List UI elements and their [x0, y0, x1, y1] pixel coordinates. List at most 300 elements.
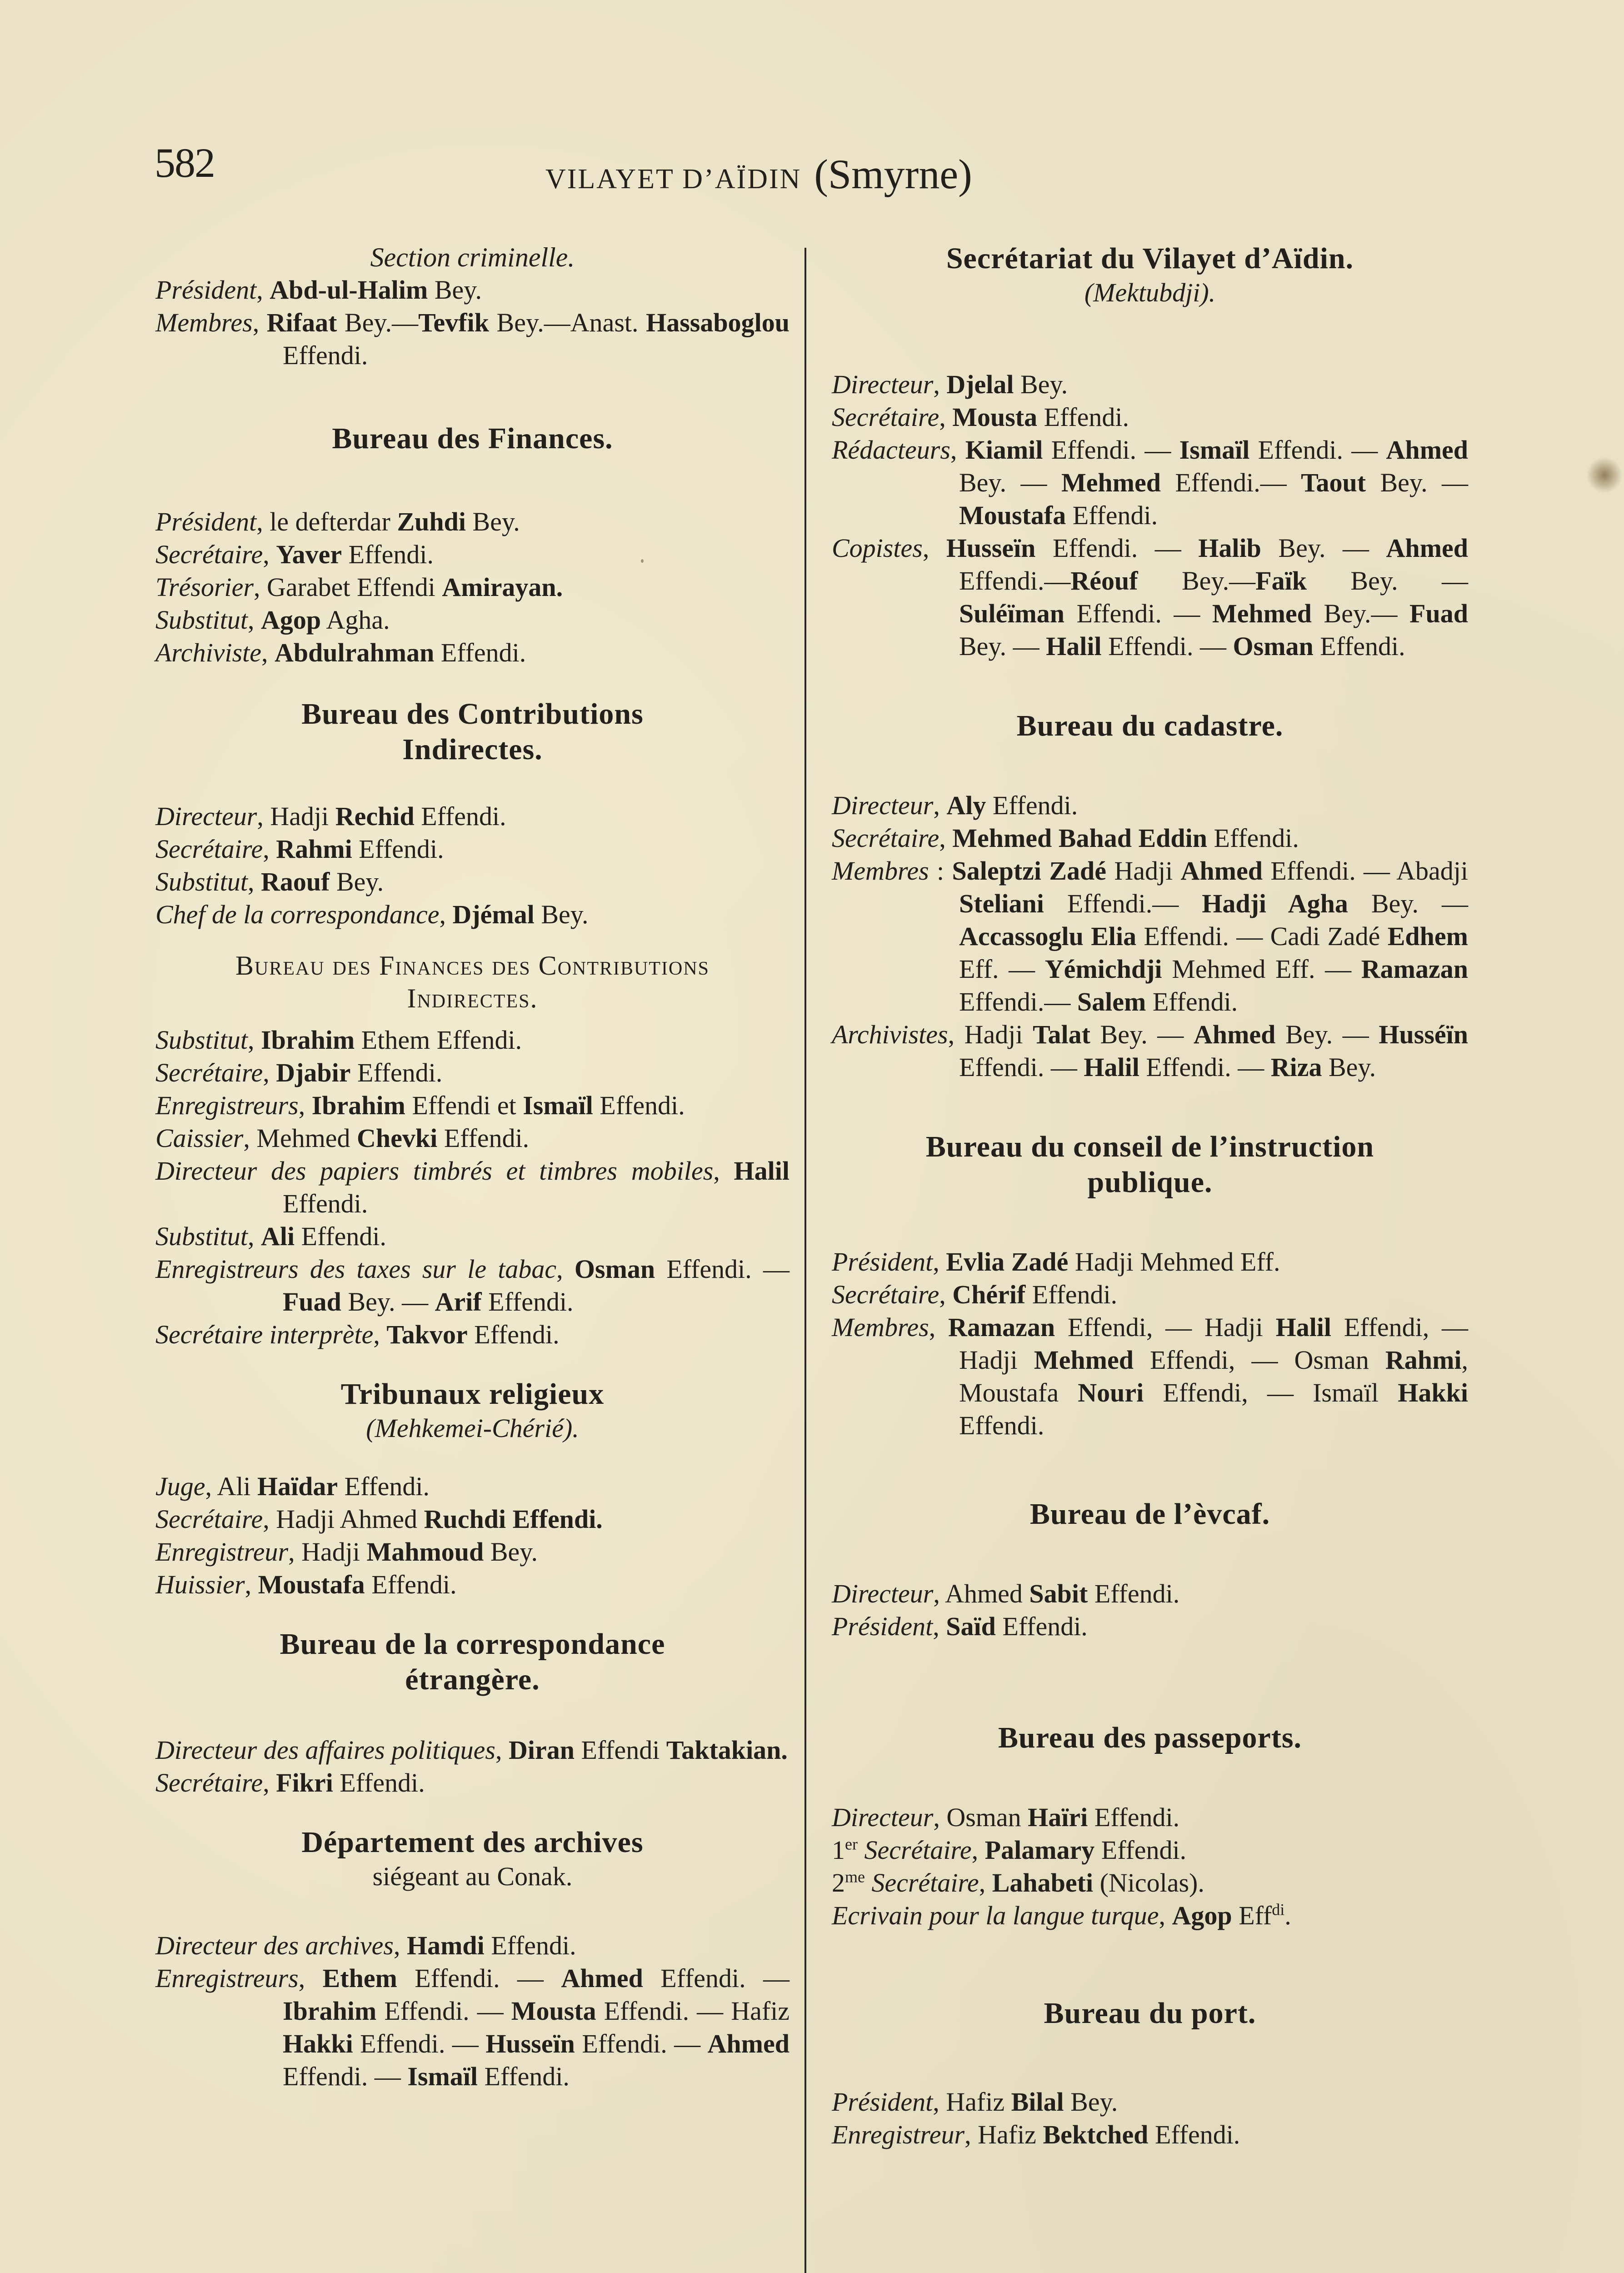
entry-text: Ahmed — [945, 1579, 1029, 1608]
entries — [155, 1024, 796, 1351]
entry-text: Effendi et — [405, 1091, 523, 1120]
entry-name-bold: Chérif — [952, 1280, 1026, 1309]
entry-role: Directeur des papiers timbrés et timbres mobiles — [155, 1156, 714, 1186]
directory-entry — [155, 1470, 790, 1503]
entry-separator: , — [1159, 1901, 1172, 1930]
entry-text: Effendi. — [350, 1058, 443, 1087]
section-title-line: étrangère. — [405, 1663, 540, 1696]
entry-text: Effendi. — [414, 801, 506, 831]
entry-text: Effendi. — [467, 1320, 560, 1349]
entry-role: Secrétaire interprète — [155, 1320, 374, 1349]
section-title-correspondance — [155, 1627, 790, 1697]
entry-name-bold: Mehmed — [1061, 468, 1161, 497]
entry-separator: , — [933, 370, 947, 399]
entry-name-bold: Hamdi — [406, 1931, 485, 1960]
directory-entry — [155, 1089, 790, 1122]
entry-separator: , — [248, 1025, 261, 1055]
entry-separator: , — [964, 2120, 978, 2149]
entry-separator: , — [248, 605, 261, 635]
running-head-title: VILAYET D’AÏDIN — [545, 164, 802, 195]
entry-text: Effendi. — [338, 1472, 430, 1501]
page-number: 582 — [155, 140, 215, 186]
entry-text: Effendi.— — [1044, 889, 1202, 918]
entry-name-bold: Agop — [261, 605, 321, 635]
entry-name-bold: Arif — [435, 1287, 482, 1317]
entry-name-bold: Ismaïl — [1179, 435, 1250, 465]
entry-text: Bey. — [484, 1537, 538, 1567]
section-title-port: Bureau du port. — [1044, 1997, 1256, 2030]
directory-entry — [155, 1929, 790, 1962]
entry-name-bold: Sabit — [1029, 1579, 1088, 1608]
entry-text: Effendi. — [1088, 1579, 1180, 1608]
directory-entry — [155, 1536, 790, 1568]
entries — [832, 789, 1475, 1084]
entry-text: Bey. — — [1306, 566, 1475, 596]
entry-text: Hadji — [964, 1020, 1033, 1049]
entry-separator: , — [933, 1612, 946, 1641]
entry-separator: , — [713, 1156, 734, 1186]
entry-text: Effendi. — [995, 1612, 1088, 1641]
entry-text: Effendi. — [283, 308, 796, 370]
entry-name-bold: Ahmed — [707, 2029, 790, 2058]
entries — [155, 800, 790, 931]
entry-text: Effendi. — [1313, 631, 1405, 661]
entry-text: , Moustafa — [959, 1345, 1475, 1407]
entry-text: Effendi. — — [575, 2029, 708, 2058]
running-head — [545, 150, 972, 198]
entry-name-bold: Nouri — [1078, 1378, 1144, 1407]
entry-separator: , — [298, 1091, 312, 1120]
entry-role: Directeur des archives — [155, 1931, 394, 1960]
directory-entry — [832, 1899, 1468, 1932]
entry-text: Effendi. — Cadi Zadé — [1136, 921, 1388, 951]
entry-text: Hadji Ahmed — [276, 1504, 424, 1534]
entry-text: Effendi. — [295, 1222, 387, 1251]
entry-text: Effendi. — [484, 1931, 576, 1960]
entry-name-bold: Ramazan — [1361, 954, 1468, 984]
entry-role: Membres — [832, 856, 929, 886]
entry-ordinal: 2 — [832, 1868, 845, 1898]
directory-entry — [155, 1253, 796, 1318]
directory-entry — [155, 1024, 790, 1056]
directory-entry — [155, 1318, 790, 1351]
entry-role: Secrétaire — [832, 1280, 939, 1309]
entry-separator: , — [263, 1058, 276, 1087]
entry-role: Substitut — [155, 867, 248, 896]
directory-entry — [832, 1018, 1475, 1084]
entry-text: Effendi. — [1066, 501, 1158, 530]
entry-text: Effendi. — [959, 1378, 1475, 1440]
entry-name-bold: Lahabeti — [992, 1868, 1094, 1898]
entry-separator: , — [929, 1312, 948, 1342]
entry-name-bold: Diran — [509, 1735, 575, 1765]
directory-entry — [155, 636, 790, 669]
entry-separator: , — [439, 900, 453, 929]
entry-name-bold: Ibrahim — [261, 1025, 355, 1055]
directory-entry — [155, 1056, 790, 1089]
entry-name-bold: Amirayan. — [442, 572, 563, 602]
directory-entry — [832, 789, 1468, 822]
section-title-line: Bureau du conseil de l’instruction — [925, 1130, 1374, 1163]
entry-separator: , — [939, 402, 953, 432]
entry-role: Enregistreurs — [155, 1963, 299, 1993]
entry-text: Effendi. — [333, 1768, 425, 1797]
entry-separator: , — [393, 1931, 407, 1960]
directory-entry — [832, 2118, 1468, 2151]
entry-role: Enregistreurs des taxes sur le tabac — [155, 1254, 557, 1284]
directory-entry — [832, 2086, 1468, 2118]
entry-separator: , — [933, 1579, 945, 1608]
entry-separator: , — [933, 1802, 947, 1832]
directory-entry — [155, 1568, 790, 1601]
entry-text: Effendi. — — [376, 1996, 511, 2026]
entry-role: Secrétaire — [155, 1504, 263, 1534]
entry-role: Directeur — [832, 1579, 934, 1608]
entry-role: Chef de la correspondance — [155, 900, 440, 929]
entries — [832, 1577, 1468, 1643]
entry-text: Bey. — — [1275, 1020, 1379, 1049]
column-divider — [805, 248, 806, 2273]
directory-entry — [832, 1610, 1468, 1643]
entry-text: Effendi.— — [959, 533, 1475, 596]
entry-text: Bey. — — [341, 1287, 435, 1317]
section-title-contributions — [155, 696, 790, 767]
entry-name-bold: Hassaboglou — [646, 308, 790, 337]
entry-separator: , — [939, 1280, 953, 1309]
entry-name-bold: Djémal — [452, 900, 535, 929]
entry-name-bold: Rechid — [335, 801, 415, 831]
entries — [155, 1734, 790, 1799]
entry-role: Juge — [155, 1472, 205, 1501]
entry-text: Effendi. — [437, 1123, 530, 1153]
entry-role: Ecrivain pour la langue turque — [832, 1901, 1159, 1930]
section-title-line: Bureau des Contributions — [301, 697, 644, 731]
entry-text: Effendi. — [478, 2062, 570, 2091]
entry-text: Hafiz — [978, 2120, 1043, 2149]
entry-name-bold: Mehmed Bahad Eddin — [952, 823, 1208, 853]
entry-separator: , — [263, 834, 276, 864]
entry-name-bold: Taktakian. — [666, 1735, 788, 1765]
entry-text: Effendi. — — [959, 1020, 1475, 1082]
entry-separator: , — [263, 540, 276, 569]
section-subtitle-tribunaux: (Mehkemei-Chérié). — [366, 1413, 579, 1443]
section-subtitle-secretariat: (Mektubdji). — [1084, 278, 1216, 307]
entry-text: Effendi. — [593, 1091, 685, 1120]
entry-text: Osman — [946, 1802, 1028, 1832]
entry-separator: , — [373, 1320, 387, 1349]
entry-name-bold: Husséïn — [1379, 1020, 1469, 1049]
entry-text: Bey. — [428, 275, 482, 305]
entry-separator: , — [939, 823, 953, 853]
entry-role: Secrétaire — [864, 1835, 972, 1865]
entry-text: Effendi. — — [283, 2029, 796, 2091]
entry-name-bold: Suléïman — [959, 599, 1065, 628]
entry-name-bold: Ahmed — [1386, 435, 1469, 465]
entry-name-bold: Chevki — [357, 1123, 438, 1153]
entry-ordinal-suffix: me — [845, 1867, 865, 1886]
entry-text: Effendi. — [1088, 1802, 1180, 1832]
entry-separator: , — [933, 791, 947, 820]
entry-text: Effendi. — [342, 540, 434, 569]
entry-separator: , — [243, 1123, 257, 1153]
entry-separator: , — [257, 801, 270, 831]
entry-role: Substitut — [155, 1025, 248, 1055]
directory-entry — [155, 833, 790, 866]
entry-name-bold: Saïd — [946, 1612, 996, 1641]
entry-text: Effendi. — — [353, 2029, 486, 2058]
entry-separator: , — [933, 1247, 946, 1277]
entry-name-bold: Réouf — [1070, 566, 1138, 596]
entry-separator: , — [263, 1768, 276, 1797]
entry-role: Président — [832, 1612, 933, 1641]
entry-text: Effendi. — Abadji — [1263, 856, 1475, 886]
entry-text: Bey. — — [959, 435, 1475, 497]
directory-entry — [155, 1962, 796, 2093]
directory-entry — [832, 1801, 1468, 1834]
entry-role: Secrétaire — [155, 1768, 263, 1797]
entry-text: Bey. — — [1090, 1020, 1194, 1049]
entry-name-bold: Ruchdi Effendi. — [424, 1504, 603, 1534]
entries — [155, 506, 790, 669]
directory-entry — [832, 368, 1468, 401]
directory-entry — [832, 1246, 1468, 1278]
section-title-secretariat: Secrétariat du Vilayet d’Aïdin. — [946, 242, 1354, 275]
directory-entry — [832, 401, 1468, 434]
entry-text: Effendi. — [1148, 2120, 1240, 2149]
directory-entry — [155, 1122, 790, 1155]
left-column — [155, 241, 796, 2093]
entry-name-bold: Ramazan — [948, 1312, 1055, 1342]
entry-name-bold: Moustafa — [959, 501, 1066, 530]
directory-entry — [832, 1311, 1475, 1442]
entry-text: Effendi. — — [1139, 1052, 1271, 1082]
entry-text: Effendi. — Hafiz — [596, 1996, 796, 2026]
directory-entry — [832, 1577, 1468, 1610]
entry-text: Effendi.— — [959, 954, 1475, 1016]
entry-role: Secrétaire — [155, 834, 263, 864]
directory-entry — [155, 866, 790, 898]
entry-role: Enregistreur — [832, 2120, 965, 2149]
entry-name-bold: Takvor — [386, 1320, 468, 1349]
entry-text: Bey. — [330, 867, 384, 896]
entry-text: Effendi. — [1025, 1280, 1118, 1309]
entry-name-bold: Husseïn — [946, 533, 1036, 563]
directory-entry — [832, 1867, 1468, 1899]
entry-separator: , — [248, 1222, 261, 1251]
entry-name-bold: Agop — [1172, 1901, 1232, 1930]
entry-text: Effendi. — [1037, 402, 1129, 432]
entry-name-bold: Raouf — [261, 867, 330, 896]
directory-entry — [832, 1278, 1468, 1311]
entry-text: Bey.—Anast. — [489, 308, 646, 337]
entry-text: Bey.— — [1138, 566, 1256, 596]
entry-separator: , — [922, 533, 946, 563]
entry-text: Effendi, — Osman — [1133, 1345, 1385, 1375]
entry-text: Effendi, — Hadji — [959, 1312, 1475, 1375]
entry-text: Effendi. — [1146, 987, 1238, 1016]
entry-text: Effendi, — Ismaïl — [1144, 1378, 1398, 1407]
entry-name-bold: Ismaïl — [523, 1091, 593, 1120]
entry-name-bold: Fikri — [276, 1768, 333, 1797]
directory-entry — [155, 306, 796, 372]
entry-text: Bey. — [1014, 370, 1068, 399]
entry-name-bold: Saleptzi Zadé — [952, 856, 1107, 886]
entry-abbrev-sup: di — [1272, 1900, 1285, 1919]
entry-name-bold: Ahmed — [1386, 533, 1469, 563]
entry-separator: , — [248, 867, 261, 896]
entry-ordinal: 1 — [832, 1835, 845, 1865]
entry-role: Archiviste — [155, 638, 261, 667]
entry-text: Bey.— — [1311, 599, 1410, 628]
entry-role: Membres — [155, 308, 253, 337]
entry-name-bold: Mehmed — [1212, 599, 1312, 628]
entry-text: Effendi. — [986, 791, 1078, 820]
entry-name-bold: Zuhdi — [397, 507, 466, 536]
entry-name-bold: Mousta — [952, 402, 1038, 432]
section-subtitle-archives: siégeant au Conak. — [372, 1862, 573, 1891]
entry-name-bold: Yémichdji — [1044, 954, 1162, 984]
section-title-evcaf: Bureau de l’èvcaf. — [1029, 1497, 1270, 1531]
entry-text: Bey. — [466, 507, 520, 536]
entry-separator: , — [298, 1963, 323, 1993]
section-title-line: Bureau de la correspondance — [280, 1627, 665, 1661]
entry-text: Ethem Effendi. — [355, 1025, 522, 1055]
directory-entry — [155, 800, 790, 833]
entry-name-bold: Ali — [261, 1222, 295, 1251]
directory-entry — [155, 1155, 796, 1220]
entry-text: Hafiz — [946, 2087, 1011, 2117]
directory-entry — [155, 1734, 790, 1767]
section-title-line: Bureau des Finances des Contributions — [235, 951, 710, 981]
entry-text: Bey. — — [959, 599, 1475, 661]
directory-entry — [155, 274, 790, 306]
entry-separator: , — [205, 1472, 217, 1501]
entries — [832, 1801, 1468, 1932]
directory-entry — [155, 538, 790, 571]
entry-name-bold: Halil — [1046, 631, 1102, 661]
entry-text: Bey. — — [1366, 468, 1475, 497]
entry-text: Mehmed Eff. — — [1162, 954, 1361, 984]
right-column — [832, 241, 1475, 2151]
section-title-tribunaux: Tribunaux religieux — [340, 1377, 605, 1411]
entry-name-bold: Aly — [946, 791, 986, 820]
entry-name-bold: Ibrahim — [283, 1996, 377, 2026]
entry-role: Caissier — [155, 1123, 244, 1153]
entry-name-bold: Haïri — [1028, 1802, 1088, 1832]
entry-name-bold: Mousta — [511, 1996, 596, 2026]
directory-entry — [155, 604, 790, 636]
entry-text: Bey. — [1064, 2087, 1118, 2117]
entry-text: Effendi — [575, 1735, 666, 1765]
entry-text: le defterdar — [270, 507, 397, 536]
section-title-cadastre: Bureau du cadastre. — [1016, 709, 1284, 742]
directory-entry — [155, 1220, 790, 1253]
entry-role: Trésorier — [155, 572, 254, 602]
entry-separator: , — [950, 435, 965, 465]
entry-separator: , — [933, 2087, 946, 2117]
directory-entry — [155, 1767, 790, 1799]
section-title-archives: Département des archives — [301, 1826, 644, 1859]
entry-separator: , — [556, 1254, 575, 1284]
entry-text: Hadji — [270, 801, 335, 831]
entry-name-bold: Rahmi — [276, 834, 352, 864]
entry-name-bold: Riza — [1270, 1052, 1322, 1082]
entry-name-bold: Yaver — [276, 540, 342, 569]
entry-separator: , — [245, 1570, 258, 1599]
entry-text: Effendi. — — [1064, 599, 1212, 628]
section-title-instruction — [832, 1129, 1468, 1200]
directory-entry — [832, 1834, 1468, 1867]
entries — [832, 2086, 1468, 2151]
entry-name-bold: Haïdar — [257, 1472, 338, 1501]
entry-name-bold: Abdulrahman — [275, 638, 435, 667]
entry-role: Directeur — [832, 370, 934, 399]
paper-stain — [1586, 457, 1623, 493]
entry-text: Hadji Mehmed Eff. — [1068, 1247, 1280, 1277]
entry-separator: , — [495, 1735, 509, 1765]
directory-entry — [832, 822, 1468, 855]
entry-name-bold: Steliani — [959, 889, 1044, 918]
entry-role: Huissier — [155, 1570, 245, 1599]
entry-text: Eff — [1232, 1901, 1272, 1930]
entry-text: Bey. — [534, 900, 589, 929]
entry-name-bold: Mehmed — [1034, 1345, 1134, 1375]
entries — [155, 1929, 796, 2093]
entry-name-bold: Osman — [574, 1254, 655, 1284]
entry-text: Effendi. — — [1043, 435, 1179, 465]
entries — [832, 368, 1475, 663]
entry-role: Enregistreur — [155, 1537, 289, 1567]
entry-text: Bey. — — [1261, 533, 1386, 563]
entry-text: Effendi, — Hadji — [1055, 1312, 1276, 1342]
section-title-criminelle: Section criminelle. — [370, 242, 575, 272]
entry-role: Directeur — [832, 1802, 934, 1832]
entry-role: Substitut — [155, 605, 248, 635]
entry-role: Archivistes — [832, 1020, 948, 1049]
section-title-finances-contributions — [155, 949, 790, 1015]
entry-name-bold: Tevfik — [418, 308, 489, 337]
entry-text: Mehmed — [256, 1123, 357, 1153]
directory-entry — [155, 1503, 790, 1536]
running-head-city: (Smyrne) — [814, 151, 972, 197]
entry-text: Effendi. — [481, 1287, 574, 1317]
entry-name-bold: Halil — [734, 1156, 790, 1186]
section-title-passeports: Bureau des passeports. — [998, 1721, 1302, 1754]
entry-name-bold: Osman — [1233, 631, 1314, 661]
entry-name-bold: Ahmed — [1193, 1020, 1276, 1049]
entry-text: Effendi.— — [1161, 468, 1301, 497]
entry-text: Effendi. — [283, 1156, 796, 1218]
entry-name-bold: Ethem — [322, 1963, 397, 1993]
entry-name-bold: Evlia Zadé — [946, 1247, 1069, 1277]
entry-role: Enregistreurs — [155, 1091, 299, 1120]
entry-role: Président — [832, 2087, 933, 2117]
entry-name-bold: Abd-ul-Halim — [270, 275, 428, 305]
entry-role: Secrétaire — [155, 540, 263, 569]
entry-role: Membres — [832, 1312, 929, 1342]
section-title-finances: Bureau des Finances. — [332, 422, 613, 455]
entry-name-bold: Rifaat — [266, 308, 337, 337]
entry-name-bold: Hadji Agha — [1202, 889, 1348, 918]
entry-separator: , — [263, 1504, 276, 1534]
entry-text: Garabet Effendi — [266, 572, 442, 602]
entry-role: Président — [155, 507, 257, 536]
entry-name-bold: Fuad — [283, 1287, 341, 1317]
entry-text: Effendi. — [434, 638, 526, 667]
entry-name-bold: Ahmed — [561, 1963, 643, 1993]
entry-name-bold: Rahmi — [1385, 1345, 1462, 1375]
entry-name-bold: Palamary — [984, 1835, 1095, 1865]
